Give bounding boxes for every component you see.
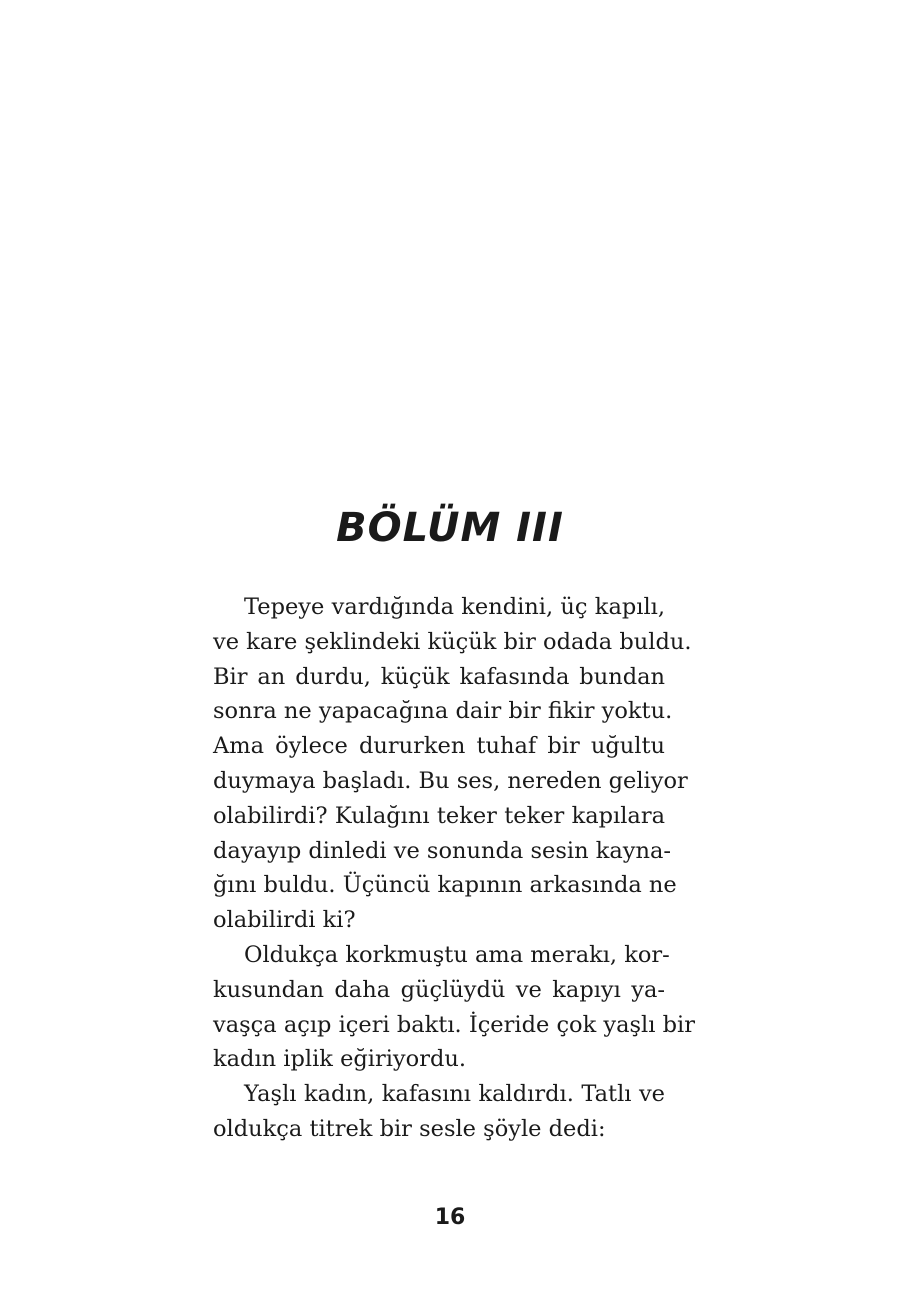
text-line: Tepeye vardığında kendini, üç kapılı, [244, 594, 665, 620]
text-line: olabilirdi? Kulağını teker teker kapılara [213, 802, 665, 829]
page-number: 16 [434, 1205, 466, 1230]
paragraph [213, 1077, 665, 1147]
text-line: dayayıp dinledi ve sonunda sesin kayna- [213, 837, 671, 864]
text-line: kadın iplik eğiriyordu. [213, 1046, 466, 1073]
text-line: Bir an durdu, küçük kafasında bundan [213, 663, 665, 690]
text-line: kusundan daha güçlüydü ve kapıyı ya- [213, 976, 665, 1003]
text-line: ğını buldu. Üçüncü kapının arkasında ne [213, 872, 677, 899]
text-line: oldukça titrek bir sesle şöyle dedi: [213, 1115, 606, 1142]
text-line: Oldukça korkmuştu ama merakı, kor- [244, 941, 670, 968]
text-line: ve kare şeklindeki küçük bir odada buldu. [213, 628, 692, 655]
paragraph [213, 590, 692, 938]
text-line: sonra ne yapacağına dair bir fikir yoktu. [213, 698, 673, 725]
text-line: olabilirdi ki? [213, 907, 356, 934]
text-line: Ama öylece dururken tuhaf bir uğultu [213, 733, 665, 760]
paragraph [213, 938, 695, 1077]
text-line: duymaya başladı. Bu ses, nereden geliyor [213, 767, 688, 794]
body-text [213, 590, 695, 1147]
chapter-title: BÖLÜM III [336, 505, 564, 551]
text-line: Yaşlı kadın, kafasını kaldırdı. Tatlı ve [244, 1081, 665, 1108]
text-line: vaşça açıp içeri baktı. İçeride çok yaşlı bir [213, 1011, 695, 1038]
